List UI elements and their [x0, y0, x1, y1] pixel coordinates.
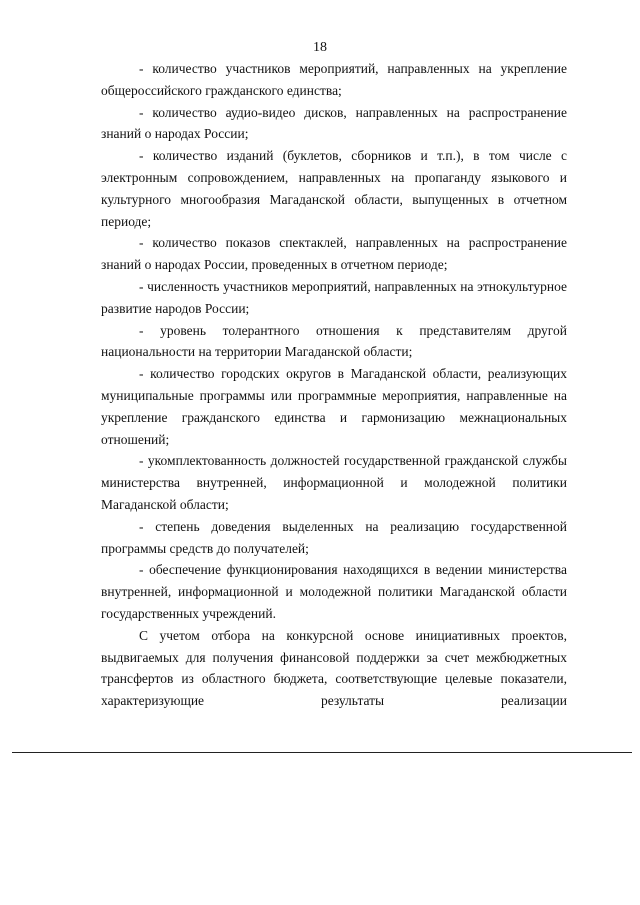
- paragraph: - укомплектованность должностей государственной гражданской службы министерства внутренней, информационной и молодежной политики Магаданской области;: [101, 453, 567, 512]
- paragraph: - количество городских округов в Магаданской области, реализующих муниципальные программы или программные мероприятия, направленные на укрепление гражданского единства и гармонизацию межнациональных отношений;: [101, 366, 567, 447]
- paragraph: - количество аудио-видео дисков, направленных на распространение знаний о народах России;: [101, 104, 567, 142]
- paragraph: - обеспечение функционирования находящихся в ведении министерства внутренней, информационной и молодежной политики Магаданской области государственных учреждений.: [101, 562, 567, 621]
- page-bottom-rule: [12, 752, 632, 753]
- paragraph: - количество участников мероприятий, направленных на укрепление общероссийского гражданского единства;: [101, 61, 567, 98]
- paragraph: - количество изданий (буклетов, сборников и т.п.), в том числе с электронным сопровождением, направленных на пропаганду языкового и культурного многообразия Магаданской области, выпущенных в отчетном периоде;: [101, 148, 567, 229]
- paragraph: С учетом отбора на конкурсной основе инициативных проектов, выдвигаемых для получения финансовой поддержки за счет межбюджетных трансфертов из областного бюджета, соответствующие целевые показатели, характеризующие результаты реализации: [101, 627, 567, 709]
- paragraph: - численность участников мероприятий, направленных на этнокультурное развитие народов России;: [101, 278, 567, 316]
- paragraph: - уровень толерантного отношения к представителям другой национальности на территории Магаданской области;: [101, 322, 567, 360]
- paragraph: - количество показов спектаклей, направленных на распространение знаний о народах России, проведенных в отчетном периоде;: [101, 235, 567, 273]
- document-body: [101, 58, 567, 712]
- paragraph: - степень доведения выделенных на реализацию государственной программы средств до получателей;: [101, 518, 567, 556]
- page-number: 18: [313, 40, 327, 55]
